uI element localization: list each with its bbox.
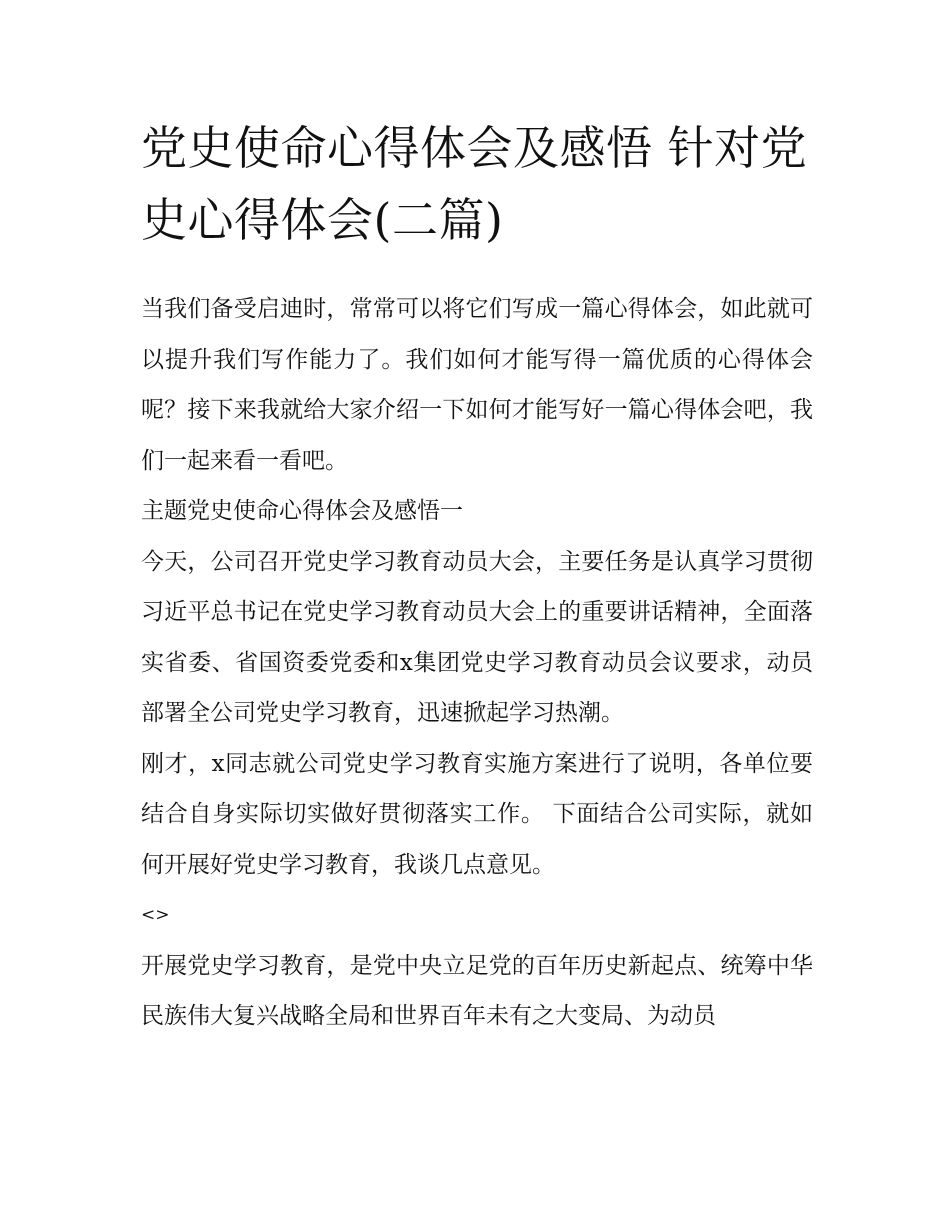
document-title: 党史使命心得体会及感悟 针对党史心得体会(二篇) (141, 121, 808, 247)
section-heading: 主题党史使命心得体会及感悟一 (141, 498, 463, 524)
body-paragraph: 今天，公司召开党史学习教育动员大会，主要任务是认真学习贯彻习近平总书记在党史学习教育动员大会上的重要讲话精神，全面落实省委、省国资委党委和x集团党史学习教育动员会议要求，动员部署全公司党史学习教育，迅速掀起学习热潮。 (141, 548, 813, 726)
intro-paragraph: 当我们备受启迪时，常常可以将它们写成一篇心得体会，如此就可以提升我们写作能力了。我们如何才能写得一篇优质的心得体会呢？接下来我就给大家介绍一下如何才能写好一篇心得体会吧，我们一起来看一看吧。 (141, 296, 813, 474)
body-paragraph: 刚才，x同志就公司党史学习教育实施方案进行了说明，各单位要结合自身实际切实做好贯彻落实工作。 下面结合公司实际，就如何开展好党史学习教育，我谈几点意见。 (141, 750, 813, 878)
document-body (141, 112, 813, 1042)
placeholder-mark: <> (141, 905, 170, 925)
body-paragraph: 开展党史学习教育，是党中央立足党的百年历史新起点、统筹中华民族伟大复兴战略全局和世界百年未有之大变局、为动员 (141, 952, 813, 1029)
